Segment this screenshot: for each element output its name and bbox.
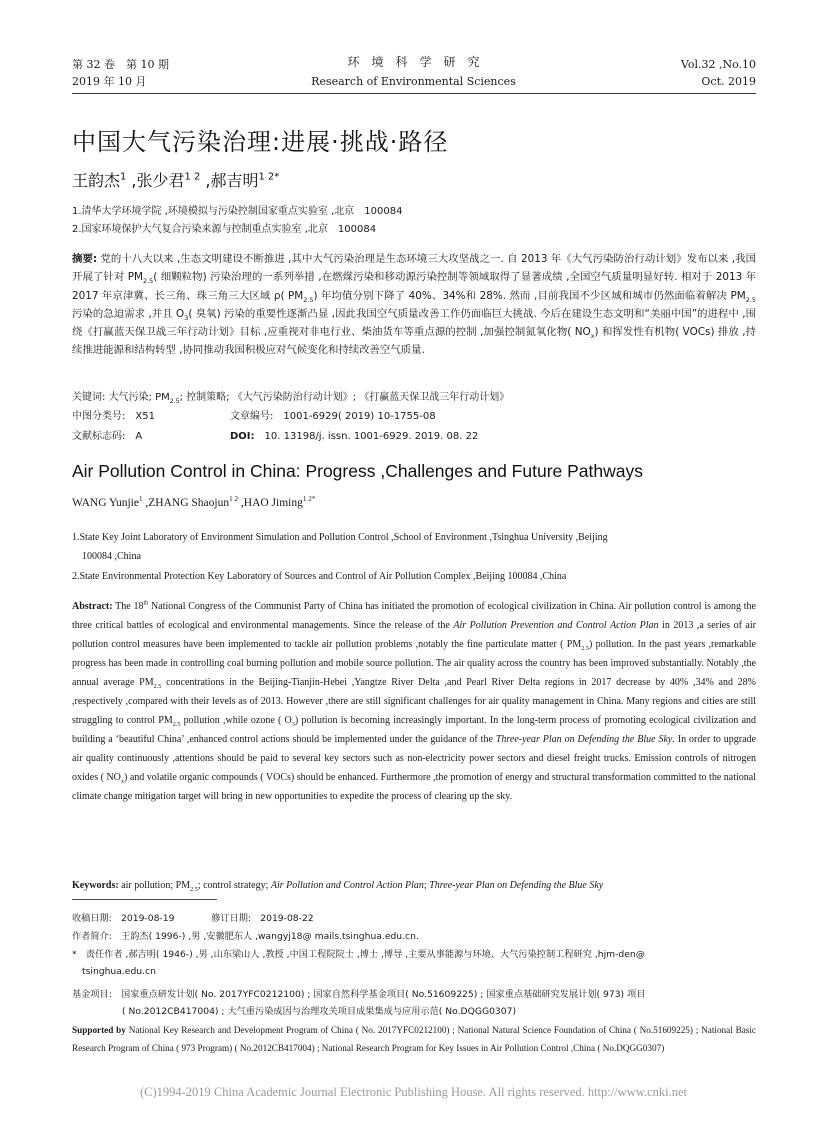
keywords-cn: [72, 389, 756, 408]
abstract-cn-text: 党的十八大以来 ,生态文明建设不断推进 ,其中大气污染治理是生态环境三大攻坚战之一. 自 2013 年《大气污染防治行动计划》发布以来 ,我国开展了针对 PM: [72, 253, 757, 284]
supported-by-label: Supported by: [72, 1025, 126, 1035]
author-affil-mark: 1 2: [229, 495, 239, 504]
doi-label: DOI:: [230, 431, 255, 442]
document-code: [72, 428, 142, 447]
footnote-funding-cn: [72, 986, 756, 1020]
volume-issue-cn: 第 32 卷 第 10 期: [72, 58, 169, 71]
abstract-en-text: ) pollution. In the past years ,remarkable progress has been made in controlling coal burning pollution and mobile source pollution. The air quality across the country has been improved substantially. Notably ,the annual average PM: [72, 639, 756, 688]
subscript: 2.5: [153, 683, 162, 690]
abstract-en: [72, 597, 756, 806]
abstract-cn-text: ( 臭氧) 污染的重要性逐渐凸显 ,因此我国空气质量改善工作仍面临巨大挑战. 今后在建设生态文明和“美丽中国”的进程中 ,围绕《打赢蓝天保卫战三年行动计划》目标 ,应重视对非电行业、柴油货车等重点源的控制 ,加强控制氮氧化物( NO: [72, 307, 756, 339]
clc-value: X51: [135, 411, 155, 422]
abstract-en-text: pollution ,while ozone ( O: [180, 715, 292, 726]
author-name: WANG Yunjie: [72, 497, 139, 509]
abstract-cn-text: ( 细颗粒物) 污染治理的一系列举措 ,在燃煤污染和移动源污染控制等领域取得了显著成绩 ,全国空气质量明显好转. 相对于 2013 年 2017 年京津冀、长三角、珠三角三大区域 ρ( PM: [72, 271, 756, 302]
authors-en: [72, 497, 315, 509]
affiliation-en-1-line: 1.State Key Joint Laboratory of Environment Simulation and Pollution Control ,School of Environment ,Tsinghua University ,Beijing: [72, 532, 608, 543]
title-en: Air Pollution Control in China: Progress ,Challenges and Future Pathways: [72, 461, 643, 481]
author-name: ,张少君: [126, 171, 185, 190]
keywords-en-text: ; control strategy;: [197, 880, 271, 891]
article-no-label: 文章编号:: [230, 411, 274, 422]
keywords-cn-label: 关键词:: [72, 392, 106, 403]
doi: [230, 428, 478, 447]
author-name: ,ZHANG Shaojun: [142, 497, 230, 509]
footnote-corresponding: [72, 946, 756, 980]
article-number: [230, 408, 436, 427]
abstract-cn-label: 摘要:: [72, 253, 98, 265]
author-affil-mark: 1 2*: [302, 495, 316, 504]
keywords-cn-text: 大气污染; PM: [108, 392, 170, 403]
revised-date: 2019-08-22: [260, 913, 314, 924]
subscript: 3: [291, 721, 295, 728]
header-rule: [72, 93, 756, 94]
date-en: Oct. 2019: [701, 75, 756, 88]
footnote-dates: [72, 910, 756, 927]
keywords-en-sep: ;: [423, 880, 430, 891]
funding-text: ( No.2012CB417004) ; 大气重污染成因与治理攻关项目成果集成与应用示范( No.DQGG0307): [122, 1006, 517, 1017]
abstract-cn-text: 污染的急迫需求 ,并且 O: [72, 307, 185, 320]
keywords-en-label: Keywords:: [72, 880, 119, 891]
supported-by-text: National Key Research and Development Program of China ( No. 2017YFC0212100) ; National Natural Science Foundation of China ( No.51609225) ; National Basic Research Program of China ( 973 Program) ( No.2012CB417004) ; National Research Program for Key Issues in Air Pollution Control ,China ( No.DQGG0307): [72, 1025, 756, 1053]
author-name: 王韵杰: [72, 171, 121, 190]
author-affil-mark: 1 2*: [258, 171, 280, 183]
title-cn: 中国大气污染治理:进展·挑战·路径: [72, 128, 449, 156]
author-name: ,HAO Jiming: [238, 497, 303, 509]
affiliation-en-1: [72, 528, 756, 566]
footnote-author: [72, 928, 756, 945]
keywords-en-plan: Three-year Plan on Defending the Blue Sky: [429, 880, 604, 891]
subscript: 3: [184, 313, 189, 322]
author-affil-mark: 1 2: [184, 171, 201, 183]
subscript: x: [120, 778, 124, 785]
keywords-en-text: air pollution; PM: [118, 880, 191, 891]
revised-label: 修订日期:: [211, 913, 252, 924]
author-bio-text: 王韵杰( 1996-) ,男 ,安徽肥东人 ,wangyj18@ mails.tsinghua.edu.cn.: [121, 931, 419, 942]
affiliation-cn-1: 1.清华大学环境学院 ,环境模拟与污染控制国家重点实验室 ,北京 100084: [72, 206, 403, 217]
received-label: 收稿日期:: [72, 913, 112, 924]
abstract-en-text: ) pollution is becoming increasingly important. In the long-term process of promoting ecological civilization and building a ‘beautiful China’ ,enhanced control actions should be implemented under the guidance of the: [72, 715, 757, 745]
abstract-en-plan-title: Air Pollution Prevention and Control Action Plan: [453, 620, 659, 631]
subscript: 2.5: [581, 645, 589, 652]
doc-code-value: A: [135, 431, 143, 442]
doc-code-label: 文献标志码:: [72, 431, 126, 442]
subscript: 2.5: [745, 295, 756, 304]
footnote-funding-en: [72, 1022, 756, 1057]
keywords-en: [72, 876, 756, 895]
author-affil-mark: 1: [138, 495, 143, 504]
author-name: ,郝吉明: [200, 171, 259, 190]
funding-label: 基金项目:: [72, 989, 112, 1000]
copyright-footer: (C)1994-2019 China Academic Journal Electronic Publishing House. All rights reserved. http://www.cnki.net: [139, 1085, 687, 1099]
subscript: 2.5: [190, 886, 198, 893]
article-no-value: 1001-6929( 2019) 10-1755-08: [283, 411, 436, 422]
volume-issue-en: Vol.32 ,No.10: [680, 58, 756, 71]
subscript: 2.5: [172, 721, 181, 728]
affiliation-cn-2: 2.国家环境保护大气复合污染来源与控制重点实验室 ,北京 100084: [72, 224, 377, 235]
author-affil-mark: 1: [120, 171, 127, 183]
abstract-cn: [72, 250, 756, 360]
subscript: 2.5: [143, 277, 154, 286]
footnote-rule: [72, 899, 217, 900]
corresponding-label: 责任作者: [85, 949, 123, 960]
keywords-cn-text: ; 控制策略; 《大气污染防治行动计划》; 《打赢蓝天保卫战三年行动计划》: [179, 392, 510, 403]
subscript: x: [590, 332, 595, 341]
subscript: 2.5: [169, 398, 180, 405]
received-date: 2019-08-19: [121, 913, 175, 924]
corresponding-text: ,郝吉明( 1946-) ,男 ,山东梁山人 ,教授 ,中国工程院院士 ,博士 ,博导 ,主要从事能源与环境、大气污染控制工程研究 ,hjm-den@: [122, 949, 645, 960]
superscript: th: [143, 599, 149, 607]
journal-name-cn: 环 境 科 学 研 究: [347, 55, 480, 69]
abstract-en-label: Abstract:: [72, 601, 113, 612]
funding-text: 国家重点研发计划( No. 2017YFC0212100) ; 国家自然科学基金项目( No.51609225) ; 国家重点基础研究发展计划( 973) 项目: [121, 989, 646, 1000]
abstract-en-text: National Congress of the Communist Party of China has initiated the promotion of ecological civilization in China. Air pollution control is among the three critical battles of ecological and environmental managements. Since the release of the: [72, 601, 756, 631]
authors-cn: [72, 168, 279, 191]
corresponding-text: tsinghua.edu.cn: [82, 966, 156, 977]
abstract-en-text: ) and volatile organic compounds ( VOCs) should be enhanced. Furthermore ,the promotion of energy and structural transformation committed to the national climate change mitigation target will bring in new opportunities to expedite the process of clearing up the sky.: [72, 772, 756, 802]
subscript: 2.5: [303, 295, 314, 304]
clc-label: 中图分类号:: [72, 411, 126, 422]
affiliation-en-2: 2.State Environmental Protection Key Laboratory of Sources and Control of Air Pollution Complex ,Beijing 100084 ,China: [72, 571, 567, 582]
abstract-en-plan-title: Three-year Plan on Defending the Blue Sky: [495, 734, 673, 745]
abstract-en-text: . In order to upgrade air quality continuously ,attentions should be paid to several key sectors such as non-electricity power sectors and diesel freight trucks. Emission controls of nitrogen oxides ( NO: [72, 734, 756, 783]
author-bio-label: 作者简介:: [72, 931, 112, 942]
clc-number: [72, 408, 155, 427]
doi-value[interactable]: 10. 13198/j. issn. 1001-6929. 2019. 08. 22: [264, 431, 479, 442]
abstract-cn-text: ) 年均值分别下降了 40%、34%和 28%. 然而 ,目前我国不少区域和城市仍然面临着解决 PM: [313, 289, 746, 302]
keywords-en-plan: Air Pollution and Control Action Plan: [270, 880, 424, 891]
abstract-en-text: in 2013 ,a series of air pollution control measures have been implemented to tackle air pollution problems ,notably the fine particulate matter ( PM: [72, 620, 756, 650]
abstract-cn-text: ) 和挥发性有机物( VOCs) 排放 ,持续推进能源和结构转型 ,协同推动我国积极应对气候变化和持续改善空气质量.: [72, 326, 757, 357]
corresponding-star: *: [72, 949, 77, 960]
abstract-en-text: The 18: [112, 601, 144, 612]
abstract-en-text: concentrations in the Beijing-Tianjin-Hebei ,Yangtze River Delta ,and Pearl River Delta regions in 2017 decrease by 40% ,34% and 28% ,respectively ,compared with their levels as of 2013. However ,there are still significant challenges for air quality management in China. Many regions and cities are still struggling to control PM: [72, 677, 756, 726]
journal-name-en: Research of Environmental Sciences: [311, 75, 516, 88]
date-cn: 2019 年 10 月: [72, 75, 147, 88]
affiliation-en-1-line: 100084 ,China: [82, 551, 141, 562]
